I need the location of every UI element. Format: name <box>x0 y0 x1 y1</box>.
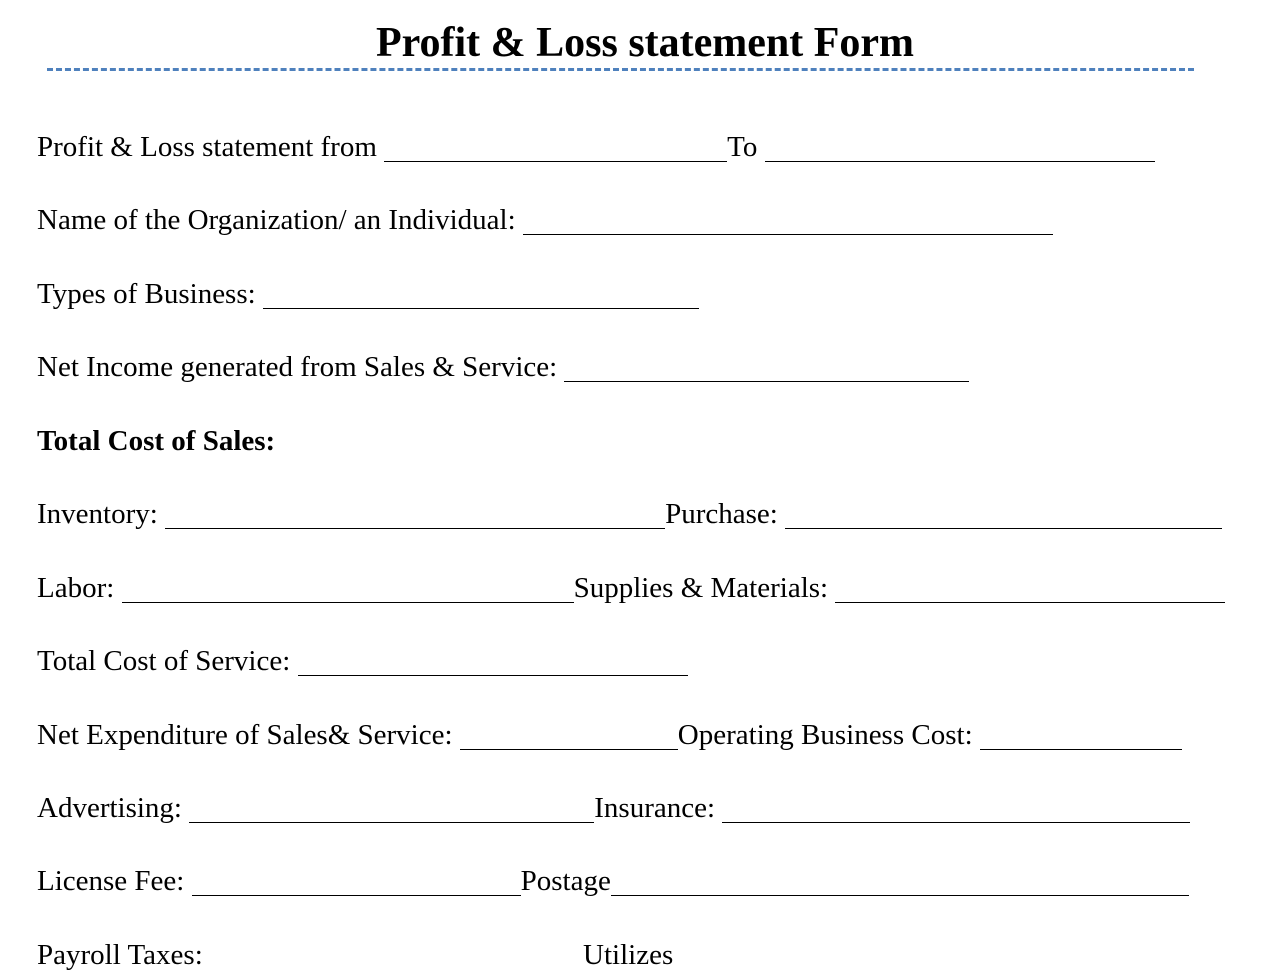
postage-label: Postage <box>520 865 611 897</box>
inventory-purchase-row <box>37 494 1222 534</box>
cost-of-service-row <box>37 641 688 681</box>
payroll-taxes-label: Payroll Taxes: <box>37 939 211 971</box>
organization-label: Name of the Organization/ an Individual: <box>37 204 523 236</box>
net-expenditure-label: Net Expenditure of Sales& Service: <box>37 719 460 751</box>
operating-cost-field[interactable] <box>980 710 1182 750</box>
postage-field[interactable] <box>611 856 1189 896</box>
form-title: Profit & Loss statement Form <box>375 20 915 66</box>
supplies-field[interactable] <box>835 563 1225 603</box>
net-income-label: Net Income generated from Sales & Service: <box>37 351 565 383</box>
advertising-insurance-row <box>37 788 1190 828</box>
purchase-field[interactable] <box>785 489 1222 529</box>
net-income-field[interactable] <box>564 342 969 382</box>
purchase-label: Purchase: <box>665 498 786 530</box>
expenditure-operating-row <box>37 715 1182 755</box>
inventory-field[interactable] <box>165 489 665 529</box>
business-type-field[interactable] <box>263 269 699 309</box>
cost-of-sales-heading-row <box>37 421 275 461</box>
business-type-label: Types of Business: <box>37 278 263 310</box>
utilizes-label: Utilizes <box>583 939 681 971</box>
payroll-utilizes-row <box>37 935 680 975</box>
payroll-taxes-field[interactable] <box>210 930 583 970</box>
insurance-field[interactable] <box>722 783 1190 823</box>
license-postage-row <box>37 861 1189 901</box>
labor-supplies-row <box>37 568 1225 608</box>
period-row <box>37 127 1155 167</box>
operating-cost-label: Operating Business Cost: <box>677 719 980 751</box>
organization-row <box>37 200 1053 240</box>
title-divider <box>47 68 1194 71</box>
supplies-label: Supplies & Materials: <box>573 572 836 604</box>
period-from-label: Profit & Loss statement from <box>37 131 385 163</box>
license-fee-label: License Fee: <box>37 865 192 897</box>
cost-of-service-field[interactable] <box>298 636 688 676</box>
license-fee-field[interactable] <box>192 856 521 896</box>
net-expenditure-field[interactable] <box>460 710 678 750</box>
labor-label: Labor: <box>37 572 122 604</box>
advertising-label: Advertising: <box>37 792 190 824</box>
period-to-field[interactable] <box>765 122 1155 162</box>
labor-field[interactable] <box>122 563 574 603</box>
period-to-label: To <box>727 131 765 163</box>
advertising-field[interactable] <box>189 783 594 823</box>
cost-of-sales-heading: Total Cost of Sales: <box>37 425 276 457</box>
period-from-field[interactable] <box>384 122 727 162</box>
inventory-label: Inventory: <box>37 498 166 530</box>
net-income-row <box>37 347 969 387</box>
insurance-label: Insurance: <box>594 792 723 824</box>
organization-field[interactable] <box>523 195 1053 235</box>
cost-of-service-label: Total Cost of Service: <box>37 645 298 677</box>
business-type-row <box>37 274 699 314</box>
